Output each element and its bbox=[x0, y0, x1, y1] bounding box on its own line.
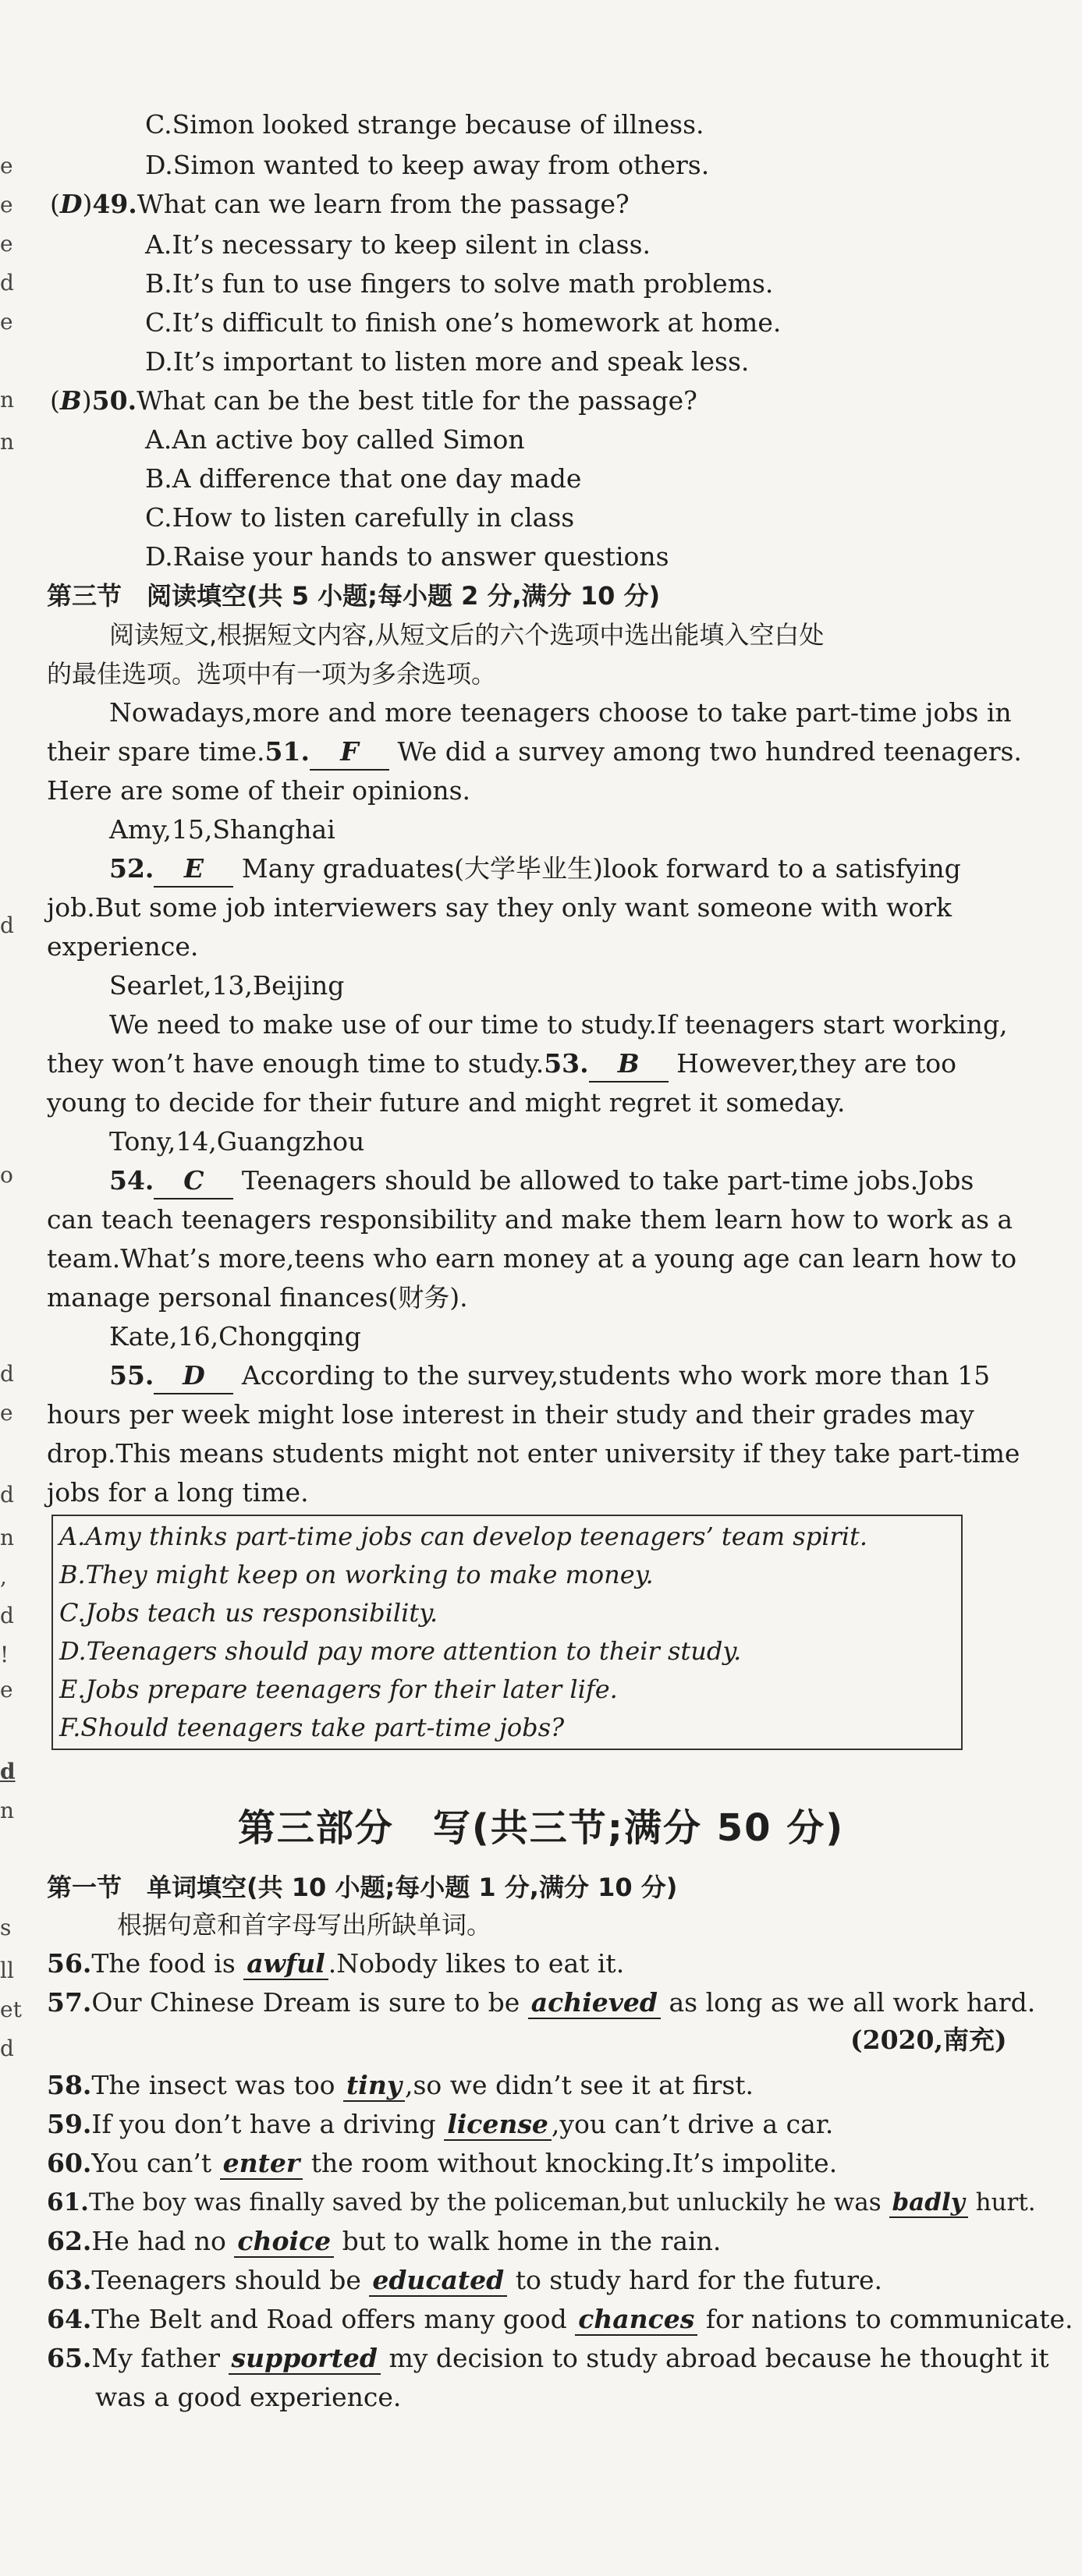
para5-line-b: hours per week might lose interest in their study and their grades may bbox=[47, 1399, 974, 1430]
para1-line-b bbox=[47, 735, 1022, 771]
source-note: (2020,南充) bbox=[850, 2025, 1007, 2055]
para2-line-c: experience. bbox=[47, 931, 199, 962]
q56-post: .Nobody likes to eat it. bbox=[328, 1948, 625, 1979]
para3-b-post: However,they are too bbox=[676, 1048, 957, 1079]
q64-number: 64. bbox=[47, 2304, 92, 2334]
q50-option-d: D.Raise your hands to answer questions bbox=[145, 541, 669, 572]
q65-number: 65. bbox=[47, 2343, 92, 2373]
q63-answer: educated bbox=[369, 2265, 507, 2297]
options-box bbox=[51, 1515, 963, 1750]
q62-number: 62. bbox=[47, 2226, 92, 2256]
box-option-b: B.They might keep on working to make money. bbox=[59, 1560, 654, 1589]
q49-option-c: C.It’s difficult to finish one’s homework at home. bbox=[145, 307, 782, 338]
q63-pre: Teenagers should be bbox=[91, 2265, 370, 2295]
q59-line bbox=[47, 2107, 833, 2142]
q54-number: 54. bbox=[109, 1165, 154, 1196]
q65-answer: supported bbox=[229, 2343, 381, 2375]
speaker-tony: Tony,14,Guangzhou bbox=[109, 1126, 365, 1157]
q62-line bbox=[47, 2224, 721, 2259]
q55-number: 55. bbox=[109, 1360, 154, 1391]
q62-answer: choice bbox=[234, 2226, 334, 2258]
q56-answer: awful bbox=[243, 1948, 328, 1980]
q60-answer: enter bbox=[220, 2148, 303, 2180]
q50-number: 50. bbox=[91, 385, 137, 416]
para4-a-post: Teenagers should be allowed to take part-time jobs.Jobs bbox=[241, 1165, 974, 1196]
margin-char: n bbox=[0, 1525, 15, 1550]
q58-answer: tiny bbox=[343, 2070, 405, 2102]
part3-section1-heading: 第一节 单词填空(共 10 小题;每小题 1 分,满分 10 分) bbox=[47, 1873, 678, 1902]
q58-number: 58. bbox=[47, 2070, 92, 2100]
q63-post: to study hard for the future. bbox=[507, 2265, 882, 2295]
q57-post: as long as we all work hard. bbox=[660, 1987, 1036, 2018]
q53-answer: B bbox=[589, 1047, 669, 1082]
box-option-c: C.Jobs teach us responsibility. bbox=[59, 1598, 438, 1628]
speaker-amy: Amy,15,Shanghai bbox=[109, 814, 335, 845]
box-option-a: A.Amy thinks part-time jobs can develop teenagers’ team spirit. bbox=[59, 1522, 867, 1551]
q60-number: 60. bbox=[47, 2148, 92, 2178]
para2-line-a bbox=[109, 852, 961, 888]
q52-number: 52. bbox=[109, 853, 154, 884]
margin-char: ! bbox=[0, 1642, 9, 1667]
margin-char: e bbox=[0, 153, 13, 179]
para1-b-pre: their spare time. bbox=[47, 736, 265, 767]
q58-pre: The insect was too bbox=[91, 2070, 344, 2100]
q62-post: but to walk home in the rain. bbox=[334, 2226, 722, 2256]
q50-stem-line: (B)50.What can be the best title for the passage? bbox=[50, 385, 697, 416]
section3-instruction-2: 的最佳选项。选项中有一项为多余选项。 bbox=[47, 659, 497, 689]
margin-char: d bbox=[0, 2036, 14, 2061]
para3-line-c: young to decide for their future and might regret it someday. bbox=[47, 1087, 846, 1118]
q50-option-c: C.How to listen carefully in class bbox=[145, 502, 575, 533]
q59-post: ,you can’t drive a car. bbox=[551, 2109, 834, 2139]
q60-pre: You can’t bbox=[91, 2148, 220, 2178]
q58-line bbox=[47, 2068, 754, 2103]
q49-stem-line: (D)49.What can we learn from the passage? bbox=[50, 189, 630, 219]
q60-line bbox=[47, 2146, 837, 2181]
q65-continuation: was a good experience. bbox=[95, 2382, 402, 2412]
q49-number: 49. bbox=[92, 189, 137, 219]
margin-char: e bbox=[0, 231, 13, 257]
section3-instruction-1: 阅读短文,根据短文内容,从短文后的六个选项中选出能填入空白处 bbox=[109, 620, 825, 650]
margin-char: e bbox=[0, 1677, 13, 1703]
margin-char: o bbox=[0, 1162, 13, 1188]
q62-pre: He had no bbox=[91, 2226, 235, 2256]
margin-char: , bbox=[0, 1564, 7, 1589]
margin-char: s bbox=[0, 1915, 12, 1940]
para5-a-post: According to the survey,students who work more than 15 bbox=[241, 1360, 991, 1391]
para3-b-pre: they won’t have enough time to study. bbox=[47, 1048, 545, 1079]
q56-number: 56. bbox=[47, 1948, 92, 1979]
q56-line bbox=[47, 1947, 624, 1981]
box-option-e: E.Jobs prepare teenagers for their later life. bbox=[59, 1674, 618, 1704]
margin-char: n bbox=[0, 387, 15, 413]
margin-char: e bbox=[0, 192, 13, 218]
q64-answer: chances bbox=[575, 2304, 697, 2336]
q53-number: 53. bbox=[544, 1048, 589, 1079]
para1-line-c: Here are some of their opinions. bbox=[47, 775, 471, 806]
q56-pre: The food is bbox=[91, 1948, 244, 1979]
q57-answer: achieved bbox=[528, 1987, 661, 2019]
q63-number: 63. bbox=[47, 2265, 92, 2295]
q49-option-b: B.It’s fun to use fingers to solve math problems. bbox=[145, 268, 774, 299]
q51-answer: F bbox=[310, 735, 389, 771]
margin-char: n bbox=[0, 1798, 15, 1823]
margin-char: e bbox=[0, 1400, 13, 1426]
margin-char: d bbox=[0, 1482, 14, 1508]
q48-option-d: D.Simon wanted to keep away from others. bbox=[145, 150, 710, 180]
para4-line-a bbox=[109, 1164, 974, 1199]
q65-line bbox=[47, 2341, 1049, 2376]
speaker-kate: Kate,16,Chongqing bbox=[109, 1321, 361, 1352]
q61-pre: The boy was finally saved by the policeman,but unluckily he was bbox=[88, 2188, 889, 2216]
q61-answer: badly bbox=[889, 2188, 968, 2218]
q49-option-d: D.It’s important to listen more and speak less. bbox=[145, 346, 750, 377]
para2-line-b: job.But some job interviewers say they only want someone with work bbox=[47, 892, 952, 923]
q60-post: the room without knocking.It’s impolite. bbox=[303, 2148, 838, 2178]
q65-pre: My father bbox=[91, 2343, 229, 2373]
speaker-searlet: Searlet,13,Beijing bbox=[109, 970, 345, 1001]
para4-line-b: can teach teenagers responsibility and make them learn how to work as a bbox=[47, 1204, 1013, 1235]
margin-char: d bbox=[0, 1361, 14, 1387]
margin-char: d bbox=[0, 1603, 14, 1628]
q50-stem: What can be the best title for the passage? bbox=[137, 385, 697, 416]
para1-line-a: Nowadays,more and more teenagers choose to take part-time jobs in bbox=[109, 697, 1012, 728]
q61-line bbox=[47, 2185, 1036, 2220]
q52-answer: E bbox=[154, 852, 233, 888]
box-option-f: F.Should teenagers take part-time jobs? bbox=[59, 1713, 565, 1742]
part3-title: 第三部分 写(共三节;满分 50 分) bbox=[237, 1806, 845, 1850]
q50-option-b: B.A difference that one day made bbox=[145, 463, 582, 494]
q50-answer: B bbox=[59, 385, 82, 416]
q63-line bbox=[47, 2263, 882, 2298]
q57-number: 57. bbox=[47, 1987, 92, 2018]
margin-char: d bbox=[0, 912, 14, 938]
para3-line-b bbox=[47, 1047, 956, 1082]
para5-line-d: jobs for a long time. bbox=[47, 1477, 309, 1508]
q59-pre: If you don’t have a driving bbox=[91, 2109, 445, 2139]
margin-char: n bbox=[0, 429, 15, 455]
para3-line-a: We need to make use of our time to study.If teenagers start working, bbox=[109, 1009, 1008, 1040]
margin-char: e bbox=[0, 309, 13, 335]
q59-number: 59. bbox=[47, 2109, 92, 2139]
box-option-d: D.Teenagers should pay more attention to their study. bbox=[59, 1636, 742, 1666]
margin-char: ll bbox=[0, 1958, 14, 1983]
margin-char: et bbox=[0, 1997, 22, 2022]
margin-char: d bbox=[0, 270, 14, 296]
q51-number: 51. bbox=[264, 736, 310, 767]
q65-post: my decision to study abroad because he thought it bbox=[380, 2343, 1049, 2373]
q49-stem: What can we learn from the passage? bbox=[137, 189, 630, 219]
para5-line-c: drop.This means students might not enter university if they take part-time bbox=[47, 1438, 1020, 1469]
para4-line-d: manage personal finances(财务). bbox=[47, 1282, 468, 1313]
q64-post: for nations to communicate. bbox=[697, 2304, 1073, 2334]
q54-answer: C bbox=[154, 1164, 233, 1199]
q64-line bbox=[47, 2302, 1073, 2337]
q61-number: 61. bbox=[47, 2188, 89, 2216]
q48-option-c: C.Simon looked strange because of illness. bbox=[145, 109, 704, 140]
q55-answer: D bbox=[154, 1359, 233, 1394]
q59-answer: license bbox=[444, 2109, 552, 2141]
para2-a-post: Many graduates(大学毕业生)look forward to a satisfying bbox=[241, 853, 961, 884]
q61-post: hurt. bbox=[967, 2188, 1036, 2216]
part3-section1-instruction: 根据句意和首字母写出所缺单词。 bbox=[117, 1910, 492, 1940]
q49-answer: D bbox=[59, 189, 83, 219]
q57-line bbox=[47, 1986, 1035, 2020]
para4-line-c: team.What’s more,teens who earn money at a young age can learn how to bbox=[47, 1243, 1017, 1274]
q50-option-a: A.An active boy called Simon bbox=[145, 424, 525, 455]
para5-line-a bbox=[109, 1359, 990, 1394]
section3-heading: 第三节 阅读填空(共 5 小题;每小题 2 分,满分 10 分) bbox=[47, 581, 661, 611]
q58-post: ,so we didn’t see it at first. bbox=[405, 2070, 754, 2100]
q64-pre: The Belt and Road offers many good bbox=[91, 2304, 576, 2334]
q49-option-a: A.It’s necessary to keep silent in class. bbox=[145, 229, 651, 260]
para1-b-post: We did a survey among two hundred teenagers. bbox=[397, 736, 1022, 767]
margin-char: d bbox=[0, 1759, 16, 1784]
q57-pre: Our Chinese Dream is sure to be bbox=[91, 1987, 528, 2018]
